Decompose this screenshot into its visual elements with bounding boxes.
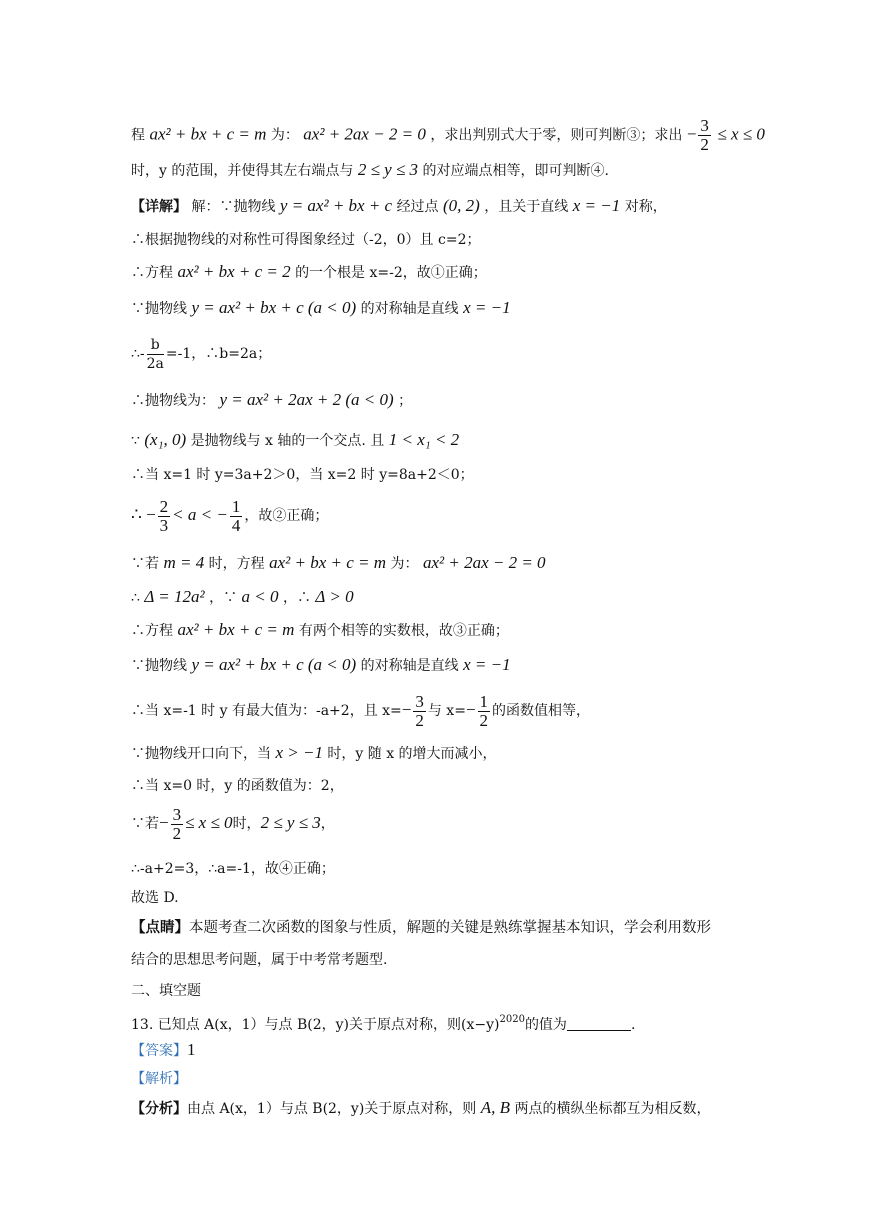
text: 的对应端点相等，即可判断④. xyxy=(422,163,609,179)
analysis-heading xyxy=(131,1069,187,1089)
text: ∵抛物线开口向下，当 xyxy=(131,746,271,762)
text: ，求出判别式大于零，则可判断③；求出 xyxy=(430,127,683,144)
text: ∴-a+2=3，∴a=-1，故④正确； xyxy=(131,861,335,877)
fraction: $\frac{3}{2}$ xyxy=(700,116,709,154)
text: ∴当 x=0 时，y 的函数值为：2， xyxy=(131,778,344,794)
equation: y = ax² + 2ax + 2 (a < 0) xyxy=(219,390,394,409)
line-14 xyxy=(131,620,509,641)
text: ； xyxy=(398,393,413,409)
equation: ax² + 2ax − 2 = 0 xyxy=(303,124,426,144)
text: ∴方程 xyxy=(131,265,173,281)
line-12 xyxy=(131,553,546,574)
line-2 xyxy=(131,160,609,181)
equation: (x₁, 0) xyxy=(144,430,187,449)
text: 为： xyxy=(390,556,419,572)
equation: ax² + 2ax − 2 = 0 xyxy=(422,553,546,572)
line-3 xyxy=(131,196,667,217)
text: ∴当 x=1 时 y=3a+2＞0，当 x=2 时 y=8a+2＜0； xyxy=(131,467,474,483)
text: ∴根据抛物线的对称性可得图象经过（-2，0）且 c=2； xyxy=(131,232,481,248)
section-heading xyxy=(131,981,201,1001)
line-7 xyxy=(131,334,271,374)
section-tag: 【点睛】 xyxy=(131,919,189,936)
answer-blank xyxy=(567,1016,631,1031)
line-17 xyxy=(131,743,497,764)
equation: ax² + bx + c = 2 xyxy=(177,262,291,281)
fraction: $\frac{1}{2}$ xyxy=(479,691,489,730)
line-9 xyxy=(131,430,459,451)
text: ∵ xyxy=(131,433,140,449)
equation: x = −1 xyxy=(463,298,511,317)
equation: ax² + bx + c = m xyxy=(177,620,295,639)
text: ，故②正确； xyxy=(244,508,329,524)
fraction: $\frac{1}{4}$ xyxy=(231,496,241,535)
equation: (0, 2) xyxy=(443,196,480,215)
answer-value: 1 xyxy=(187,1040,196,1059)
text: 由点 A(x，1）与点 B(2，y)关于原点对称，则 xyxy=(187,1101,477,1117)
equation: ax² + bx + c = m xyxy=(149,124,267,144)
equation: ≤ x ≤ 0 xyxy=(185,813,233,832)
fraction: $\frac{b}{2a}$ xyxy=(146,336,164,372)
text: =-1，∴b=2a； xyxy=(165,346,272,362)
equation: x = −1 xyxy=(572,196,621,215)
line-16: ∴当 x=-1 时 y 有最大值为：-a+2，且 x=− $\frac{3}{2}$ 与 x=− $\frac{1}{2}$ 的函数值相等， xyxy=(131,691,591,730)
fraction: $\frac{2}{3}$ xyxy=(159,496,169,535)
question-13: 13. 已知点 A(x，1）与点 B(2，y)关于原点对称，则$(x-y)^{2020}$的值为 . xyxy=(131,1014,636,1033)
text: 的函数值相等， xyxy=(492,703,591,719)
line-21 xyxy=(131,888,179,908)
line-23 xyxy=(131,950,387,970)
line-22 xyxy=(131,918,711,938)
text: 有两个相等的实数根，故③正确； xyxy=(298,623,509,639)
section-tag: 【详解】 xyxy=(131,199,187,215)
text: 的对称轴是直线 xyxy=(360,658,459,674)
equation: ax² + bx + c = m xyxy=(269,553,387,572)
text: 结合的思想思考问题，属于中考常考题型. xyxy=(131,952,388,968)
equation: a < 0 xyxy=(241,587,279,606)
equation: < a < − xyxy=(172,505,228,524)
text: 的值为 xyxy=(524,1017,567,1033)
fraction: $\frac{3}{2}$ xyxy=(172,804,182,843)
equation: y = ax² + bx + c xyxy=(279,196,393,215)
line-18 xyxy=(131,776,344,796)
equation: 1 < x₁ < 2 xyxy=(388,430,460,449)
text: 程 xyxy=(131,127,145,144)
text: 经过点 xyxy=(396,199,439,215)
answer-tag: 【答案】 xyxy=(131,1043,187,1059)
equation: x = −1 xyxy=(463,655,511,674)
line-5 xyxy=(131,262,487,283)
text: ∵抛物线 xyxy=(131,658,187,674)
text: 是抛物线与 x 轴的一个交点. 且 xyxy=(190,433,385,449)
text: 时，y 的范围，并使得其左右端点与 xyxy=(131,163,354,179)
equation: 2 ≤ y ≤ 3 xyxy=(260,813,321,832)
equation: 2 ≤ y ≤ 3 xyxy=(357,160,419,179)
text: ∴抛物线为： xyxy=(131,393,215,409)
equation: y = ax² + bx + c (a < 0) xyxy=(191,655,357,674)
text: 的对称轴是直线 xyxy=(360,301,459,317)
line-6 xyxy=(131,298,511,319)
equation: Δ = 12a² xyxy=(144,587,205,606)
section-tag: 【分析】 xyxy=(131,1101,187,1117)
text: ， xyxy=(320,816,335,832)
equation: A, B xyxy=(480,1098,511,1117)
text: 二、填空题 xyxy=(131,983,201,999)
equation: Δ > 0 xyxy=(315,587,354,606)
fraction: $\frac{3}{2}$ xyxy=(415,691,424,730)
text: ∴ xyxy=(131,590,140,606)
text: 解：∵抛物线 xyxy=(191,199,276,215)
text: ∵抛物线 xyxy=(131,301,187,317)
text: 本题考查二次函数的图象与性质，解题的关键是熟练掌握基本知识，学会利用数形 xyxy=(189,920,711,936)
text: 为： xyxy=(270,127,299,144)
text: 故选 D. xyxy=(131,890,179,906)
text: ，∵ xyxy=(209,590,238,606)
text: 两点的横纵坐标都互为相反数， xyxy=(514,1101,711,1117)
text: 时，方程 xyxy=(208,556,265,572)
answer-line xyxy=(131,1040,196,1061)
text: ∵若 xyxy=(131,816,159,832)
text: ∴方程 xyxy=(131,623,173,639)
text: 时，y 随 x 的增大而减小， xyxy=(327,746,497,762)
equation: y = ax² + bx + c (a < 0) xyxy=(191,298,357,317)
line-11: ∴ − $\frac{2}{3}$ < a < − $\frac{1}{4}$ ，故②正确； xyxy=(131,496,329,535)
text: ，且关于直线 xyxy=(484,199,569,215)
line-8 xyxy=(131,390,412,411)
line-28 xyxy=(131,1098,711,1119)
text: 对称， xyxy=(624,199,667,215)
equation: m = 4 xyxy=(163,553,205,572)
line-20 xyxy=(131,859,335,879)
text: ∴当 x=-1 时 y 有最大值为：-a+2，且 x= xyxy=(131,703,402,719)
equation: ≤ x ≤ 0 xyxy=(717,124,765,144)
line-19: ∵若− $\frac{3}{2}$ ≤ x ≤ 0时，2 ≤ y ≤ 3， xyxy=(131,804,335,843)
line-13 xyxy=(131,587,354,608)
text: ∵若 xyxy=(131,556,159,572)
analysis-tag: 【解析】 xyxy=(131,1071,187,1087)
text: 与 x= xyxy=(427,703,466,719)
text: 的一个根是 x=-2，故①正确； xyxy=(295,265,487,281)
equation: x > −1 xyxy=(275,743,323,762)
text: ，∴ xyxy=(282,590,311,606)
text: 13. 已知点 A(x，1）与点 B(2，y)关于原点对称，则(x−y) xyxy=(131,1017,500,1033)
line-10 xyxy=(131,465,474,485)
text: 时， xyxy=(232,816,261,832)
line-1: 程 ax² + bx + c = m 为： ax² + 2ax − 2 = 0 ，求出判别式大于零，则可判断③；求出 − $\frac{3}{2}$ ≤ x ≤ 0 xyxy=(131,116,765,154)
line-4 xyxy=(131,230,480,250)
text: ∴- xyxy=(131,346,145,362)
line-15 xyxy=(131,655,511,676)
